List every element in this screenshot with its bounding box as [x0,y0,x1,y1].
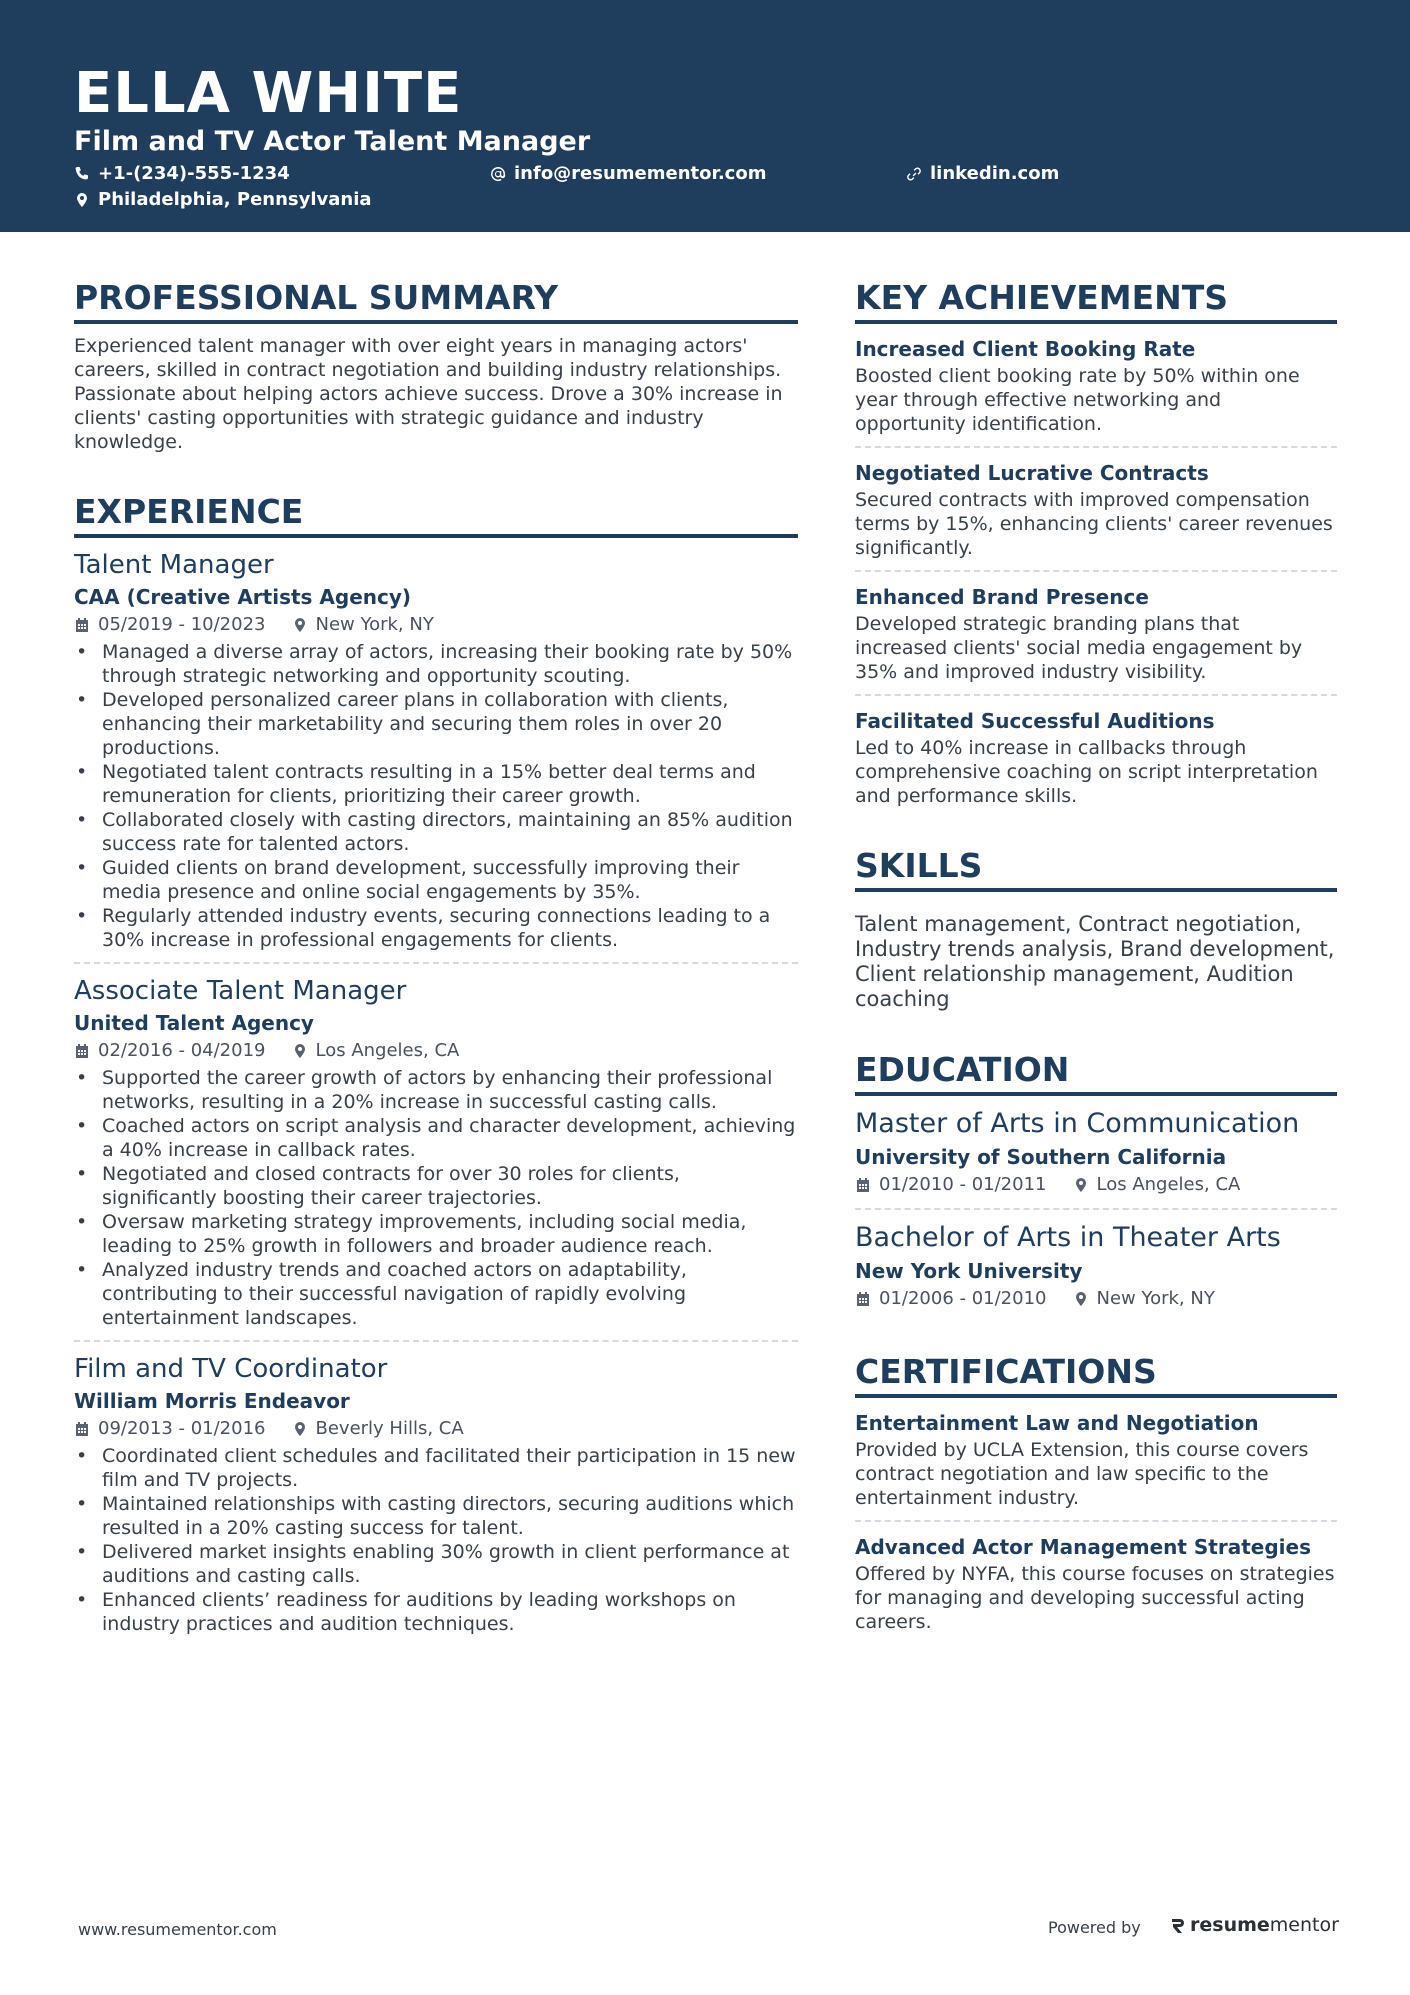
divider [855,694,1337,696]
job-title: Talent Manager [74,550,274,580]
at-icon [490,166,506,182]
location-text: Los Angeles, CA [1096,1174,1241,1195]
company-name: United Talent Agency [74,1011,314,1035]
experience-heading: EXPERIENCE [74,494,798,538]
footer-brand[interactable] [1170,1914,1339,1936]
bullet-item: • Maintained relationships with casting directors, securing auditions which resulted in a 20% casting success for talent. [74,1492,798,1540]
meta-row [74,1416,798,1442]
calendar-icon [855,1291,871,1307]
bullet-item: • Enhanced clients’ readiness for auditions by leading workshops on industry practices and audition techniques. [74,1588,798,1636]
brand-logo-icon [1170,1915,1186,1935]
contact-email[interactable] [490,162,766,186]
linkedin-text: linkedin.com [930,163,1060,184]
job-bullets [74,1444,798,1636]
bullet-item: • Guided clients on brand development, successfully improving their media presence and online social engagements by 35%. [74,856,798,904]
footer-url[interactable]: www.resumementor.com [78,1920,277,1939]
bullet-item: • Developed personalized career plans in collaboration with clients, enhancing their marketability and securing them roles in over 20 productions. [74,688,798,760]
phone-icon [74,166,90,182]
date-range: 05/2019 - 10/2023 [98,614,266,635]
location [1073,1172,1241,1198]
bullet-item: • Coordinated client schedules and facilitated their participation in 15 new film and TV projects. [74,1444,798,1492]
location [1073,1286,1215,1312]
calendar-icon [855,1177,871,1193]
degree-title: Master of Arts in Communication [855,1108,1300,1139]
bullet-item: • Oversaw marketing strategy improvements, including social media, leading to 25% growth in followers and broader audience reach. [74,1210,798,1258]
bullet-item: • Delivered market insights enabling 30% growth in client performance at auditions and casting calls. [74,1540,798,1588]
achievement-title: Enhanced Brand Presence [855,585,1149,609]
meta-row [74,612,798,638]
location [292,1416,464,1442]
location-pin-icon [1073,1291,1089,1307]
job-entry [74,1352,798,1636]
location-pin-icon [74,192,90,208]
bullet-item: • Managed a diverse array of actors, increasing their booking rate by 50% through strategic networking and opportunity scouting. [74,640,798,688]
bullet-item: • Negotiated talent contracts resulting in a 15% better deal terms and remuneration for clients, prioritizing their career growth. [74,760,798,808]
location-text: New York, NY [1096,1288,1215,1309]
certification-title: Advanced Actor Management Strategies [855,1535,1311,1559]
bullet-item: • Supported the career growth of actors by enhancing their professional networks, resulting in a 20% increase in successful casting calls. [74,1066,798,1114]
candidate-title: Film and TV Actor Talent Manager [74,126,591,157]
location [292,612,434,638]
bullet-item: • Collaborated closely with casting directors, maintaining an 85% audition success rate for talented actors. [74,808,798,856]
company-name: CAA (Creative Artists Agency) [74,585,412,609]
divider [74,962,798,964]
divider [855,1520,1337,1522]
brand-light: mentor [1269,1914,1339,1936]
divider [855,1208,1337,1210]
location-pin-icon [292,1421,308,1437]
contact-linkedin[interactable] [906,162,1059,186]
link-icon [906,166,922,182]
company-name: William Morris Endeavor [74,1389,350,1413]
phone-text: +1-(234)-555-1234 [98,163,290,184]
achievement-text: Led to 40% increase in callbacks through comprehensive coaching on script interpretation and performance skills. [855,737,1318,807]
calendar-icon [74,1043,90,1059]
school-name: University of Southern California [855,1145,1227,1169]
location-text: Los Angeles, CA [315,1040,460,1061]
left-column [74,280,798,1636]
job-bullets [74,1066,798,1330]
calendar-icon [74,1421,90,1437]
certification-text: Provided by UCLA Extension, this course covers contract negotiation and law specific to the entertainment industry. [855,1439,1309,1509]
education-heading: EDUCATION [855,1052,1337,1096]
divider [855,446,1337,448]
skills-heading: SKILLS [855,848,1337,892]
skills-text: Talent management, Contract negotiation, Industry trends analysis, Brand development, Client relationship management, Audition coaching [855,912,1335,1011]
meta-row [74,1038,798,1064]
candidate-name: ELLA WHITE [74,61,463,126]
contact-phone[interactable] [74,162,290,186]
location-pin-icon [292,1043,308,1059]
achievement-text: Developed strategic branding plans that increased clients' social media engagement by 35% and improved industry visibility. [855,613,1303,683]
contact-location [74,188,372,212]
degree-title: Bachelor of Arts in Theater Arts [855,1222,1281,1253]
certifications-heading: CERTIFICATIONS [855,1354,1337,1398]
job-bullets [74,640,798,952]
school-name: New York University [855,1259,1083,1283]
job-entry [74,548,798,952]
divider [855,570,1337,572]
footer-powered-by: Powered by [1048,1918,1141,1937]
location-pin-icon [292,617,308,633]
achievement-text: Secured contracts with improved compensation terms by 15%, enhancing clients' career revenues significantly. [855,489,1333,559]
job-title: Film and TV Coordinator [74,1354,388,1384]
bullet-item: • Negotiated and closed contracts for over 30 roles for clients, significantly boosting their career trajectories. [74,1162,798,1210]
achievement-title: Negotiated Lucrative Contracts [855,461,1209,485]
education-list [855,1106,1337,1312]
date-range: 02/2016 - 04/2019 [98,1040,266,1061]
bullet-item: • Regularly attended industry events, securing connections leading to a 30% increase in professional engagements for clients. [74,904,798,952]
location-text: Philadelphia, Pennsylvania [98,189,372,210]
bullet-item: • Coached actors on script analysis and character development, achieving a 40% increase in callback rates. [74,1114,798,1162]
meta-row [855,1172,1337,1198]
divider [74,1340,798,1342]
brand-bold: resume [1190,1914,1270,1936]
calendar-icon [74,617,90,633]
summary-text: Experienced talent manager with over eight years in managing actors' careers, skilled in contract negotiation and building industry relationships. Passionate about helping actors achieve success. Drove a 30% increase in clients' casting opportunities with strategic guidance and industry knowledge. [74,335,783,453]
date-range: 09/2013 - 01/2016 [98,1418,266,1439]
certifications-list [855,1408,1337,1634]
experience-list [74,548,798,1636]
date-range: 01/2006 - 01/2010 [879,1288,1047,1309]
job-entry [74,974,798,1330]
achievement-title: Increased Client Booking Rate [855,337,1196,361]
certification-text: Offered by NYFA, this course focuses on strategies for managing and developing successful acting careers. [855,1563,1335,1633]
right-column [855,280,1337,1634]
achievement-text: Boosted client booking rate by 50% within one year through effective networking and opportunity identification. [855,365,1300,435]
meta-row [855,1286,1337,1312]
achievements-heading: KEY ACHIEVEMENTS [855,280,1337,324]
bullet-item: • Analyzed industry trends and coached actors on adaptability, contributing to their successful navigation of rapidly evolving entertainment landscapes. [74,1258,798,1330]
resume-header [0,0,1410,232]
location-pin-icon [1073,1177,1089,1193]
job-title: Associate Talent Manager [74,976,407,1006]
date-range: 01/2010 - 01/2011 [879,1174,1047,1195]
location [292,1038,460,1064]
summary-heading: PROFESSIONAL SUMMARY [74,280,798,324]
certification-title: Entertainment Law and Negotiation [855,1411,1259,1435]
email-text: info@resumementor.com [514,163,767,184]
location-text: New York, NY [315,614,434,635]
achievements-list [855,334,1337,808]
achievement-title: Facilitated Successful Auditions [855,709,1215,733]
location-text: Beverly Hills, CA [315,1418,464,1439]
